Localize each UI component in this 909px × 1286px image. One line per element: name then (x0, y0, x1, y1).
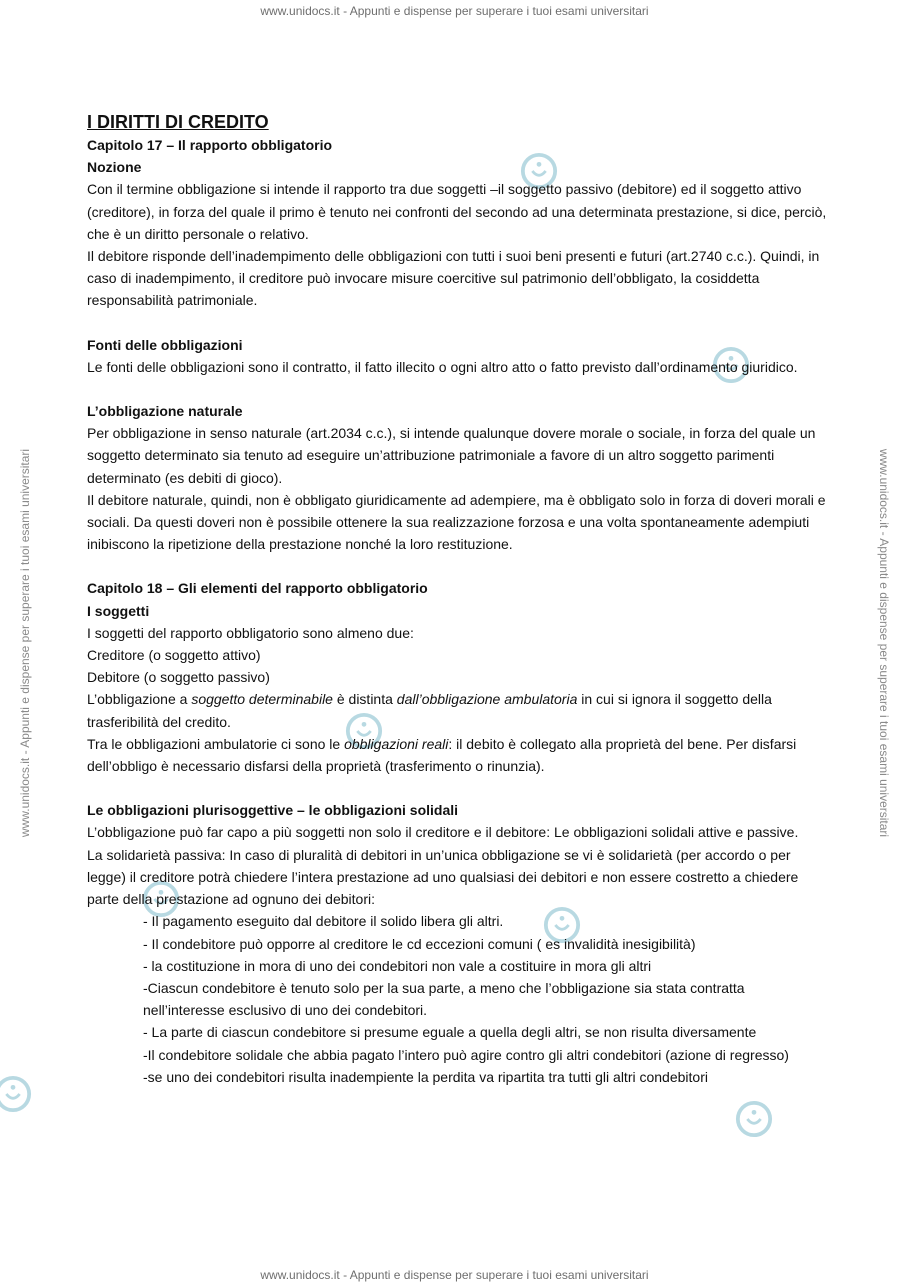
text-run: in cui si ignora il soggetto della trasferibilità del credito. (87, 691, 772, 730)
list-item: -se uno dei condebitori risulta inadempiente la perdita va ripartita tra tutti gli altri condebitori (143, 1068, 708, 1085)
section-heading: I soggetti (87, 602, 150, 619)
watermark-top: www.unidocs.it - Appunti e dispense per superare i tuoi esami universitari (260, 4, 649, 18)
list-item: - la costituzione in mora di uno dei condebitori non vale a costituire in mora gli altri (143, 957, 652, 974)
watermark-right: www.unidocs.it - Appunti e dispense per superare i tuoi esami universitari (877, 448, 891, 838)
italic-term: dall’obbligazione ambulatoria (396, 691, 578, 708)
paragraph: Il debitore naturale, quindi, non è obbligato giuridicamente ad adempiere, ma è obbligato solo in forza di doveri morali e sociali. Da questi doveri non è possibile ottenere la sua realizzazione forzosa e una volta spontaneamente adempiuti inibiscono la ripetizione della prestazione nonché la loro restituzione. (87, 491, 826, 553)
section-heading: Fonti delle obbligazioni (87, 336, 243, 353)
chapter-heading: Capitolo 17 – Il rapporto obbligatorio (87, 137, 333, 153)
italic-term: soggetto determinabile (191, 691, 333, 708)
text-run: : il debito è collegato alla proprietà del bene. Per disfarsi dell’obbligo è necessario disfarsi della proprietà (trasferimento o rinunzia). (87, 735, 797, 775)
unidocs-logo-icon (735, 1100, 773, 1138)
text-run: Tra le obbligazioni ambulatorie ci sono le (87, 735, 345, 752)
paragraph: Creditore (o soggetto attivo) (87, 647, 261, 664)
paragraph: La solidarietà passiva: In caso di pluralità di debitori in un’unica obbligazione se vi è solidarietà (per accordo o per legge) il creditore potrà chiedere l’intera prestazione ad uno qualsiasi dei debitori e non essere costretto a chiedere parte della prestazione ad ognuno dei debitori: (87, 846, 799, 908)
watermark-bottom: www.unidocs.it - Appunti e dispense per superare i tuoi esami universitari (260, 1268, 649, 1282)
unidocs-logo-icon (0, 1075, 32, 1113)
text-run: è distinta (332, 691, 397, 708)
paragraph: Per obbligazione in senso naturale (art.2034 c.c.), si intende qualunque dovere morale o sociale, in forza del quale un soggetto determinato sia tenuto ad eseguire un’attribuzione patrimoniale a favore di un altro soggetto parimenti determinato (es debiti di gioco). (87, 425, 816, 486)
paragraph (87, 688, 827, 732)
paragraph: Le fonti delle obbligazioni sono il contratto, il fatto illecito o ogni altro atto o fatto previsto dall’ordinamento giuridico. (87, 358, 798, 375)
watermark-left: www.unidocs.it - Appunti e dispense per superare i tuoi esami universitari (18, 448, 32, 838)
document-title: I DIRITTI DI CREDITO (87, 112, 269, 132)
list-item: - Il pagamento eseguito dal debitore il solido libera gli altri. (143, 913, 504, 930)
paragraph: Con il termine obbligazione si intende il rapporto tra due soggetti –il soggetto passivo (debitore) ed il soggetto attivo (creditore), in forza del quale il primo è tenuto nei confronti del secondo ad una determinata prestazione, si dice, perciò, che è un diritto personale o relativo. (87, 181, 827, 242)
section-heading: L’obbligazione naturale (87, 403, 243, 420)
chapter-heading: Capitolo 18 – Gli elementi del rapporto obbligatorio (87, 580, 428, 597)
list-item: - La parte di ciascun condebitore si presume eguale a quella degli altri, se non risulta diversamente (143, 1024, 757, 1041)
italic-term: obbligazioni reali (344, 735, 449, 752)
section-heading: Le obbligazioni plurisoggettive – le obbligazioni solidali (87, 802, 459, 819)
paragraph: Debitore (o soggetto passivo) (87, 669, 270, 686)
section-heading: Nozione (87, 159, 142, 176)
paragraph: L’obbligazione può far capo a più soggetti non solo il creditore e il debitore: Le obbligazioni solidali attive e passive. (87, 824, 799, 841)
paragraph: Il debitore risponde dell’inadempimento delle obbligazioni con tutti i suoi beni presenti e futuri (art.2740 c.c.). Quindi, in caso di inadempimento, il creditore può invocare misure coercitive sul patrimonio dell’obbligato, la cosiddetta responsabilità patrimoniale. (87, 248, 820, 309)
list-item: -Ciascun condebitore è tenuto solo per la sua parte, a meno che l’obbligazione sia stata contratta nell’interesse esclusivo di uno dei condebitori. (143, 979, 745, 1019)
paragraph: I soggetti del rapporto obbligatorio sono almeno due: (87, 624, 414, 641)
list-item: -Il condebitore solidale che abbia pagato l’intero può agire contro gli altri condebitori (azione di regresso) (143, 1046, 789, 1063)
text-run: L’obbligazione a (87, 691, 192, 708)
document-body (87, 110, 827, 1088)
list-item: - Il condebitore può opporre al creditore le cd eccezioni comuni ( es invalidità inesigibilità) (143, 935, 696, 952)
list (87, 910, 827, 1088)
paragraph (87, 733, 827, 777)
